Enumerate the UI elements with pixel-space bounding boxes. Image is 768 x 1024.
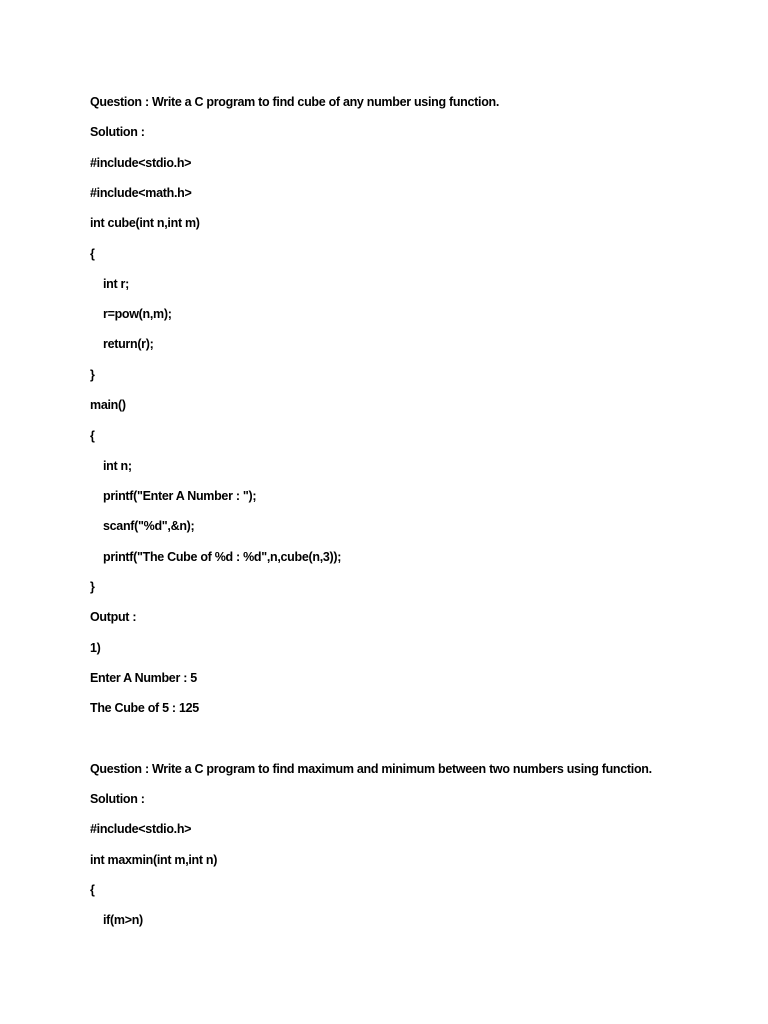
code-line: int r; [103, 277, 129, 291]
code-line: int n; [103, 459, 132, 473]
code-line: { [90, 247, 95, 261]
code-line: } [90, 368, 95, 382]
code-line: #include<math.h> [90, 186, 192, 200]
code-line: if(m>n) [103, 913, 143, 927]
question-2-text: Question : Write a C program to find maximum and minimum between two numbers using function. [90, 762, 652, 776]
code-line: scanf("%d",&n); [103, 519, 195, 533]
code-line: printf("The Cube of %d : %d",n,cube(n,3)); [103, 550, 342, 564]
question-1-text: Question : Write a C program to find cube of any number using function. [90, 95, 500, 109]
code-line: return(r); [103, 337, 154, 351]
code-line: } [90, 580, 95, 594]
code-line: printf("Enter A Number : "); [103, 489, 257, 503]
code-line: { [90, 429, 95, 443]
code-line: r=pow(n,m); [103, 307, 172, 321]
code-line: main() [90, 398, 126, 412]
code-line: int cube(int n,int m) [90, 216, 200, 230]
code-line: { [90, 883, 95, 897]
output-index: 1) [90, 641, 101, 655]
solution-2-label: Solution : [90, 792, 145, 806]
code-line: #include<stdio.h> [90, 156, 192, 170]
code-line: int maxmin(int m,int n) [90, 853, 218, 867]
output-line: The Cube of 5 : 125 [90, 701, 199, 715]
code-line: #include<stdio.h> [90, 822, 192, 836]
solution-1-label: Solution : [90, 125, 145, 139]
output-label: Output : [90, 610, 137, 624]
output-line: Enter A Number : 5 [90, 671, 197, 685]
